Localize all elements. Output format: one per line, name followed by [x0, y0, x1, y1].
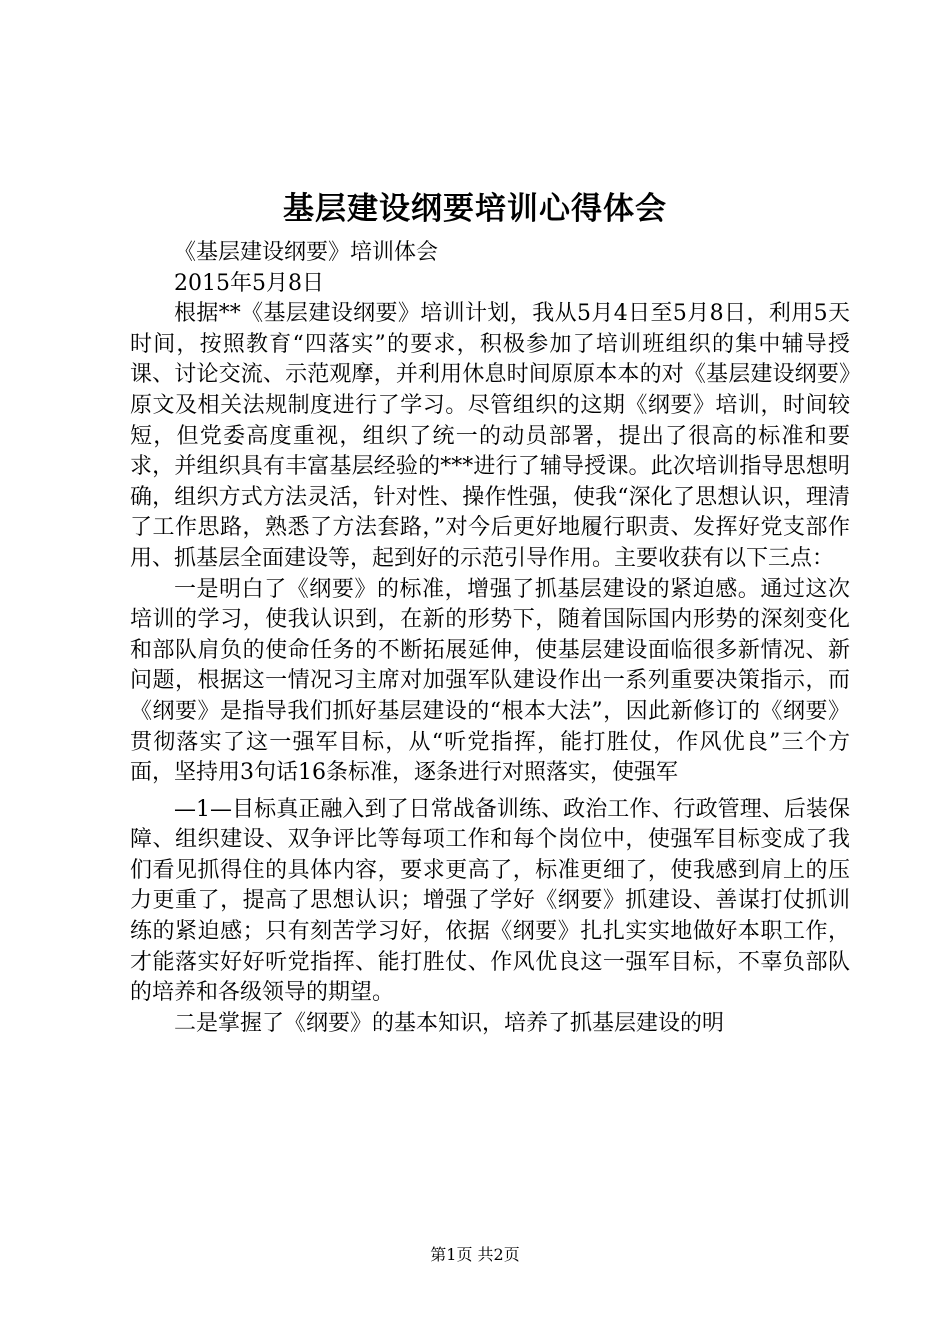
- paragraph-point-two: 二是掌握了《纲要》的基本知识，培养了抓基层建设的明: [174, 1010, 725, 1036]
- document-date: 2015年5月8日: [174, 270, 324, 296]
- document-title: 基层建设纲要培训心得体会: [283, 191, 667, 227]
- paragraph-intro: 根据**《基层建设纲要》培训计划，我从5月4日至5月8日，利用5天时间，按照教育“四落实”的要求，积极参加了培训班组织的集中辅导授课、讨论交流、示范观摩，并利用休息时间原原本本的对《基层建设纲要》原文及相关法规制度进行了学习。尽管组织的这期《纲要》培训，时间较短，但党委高度重视，组织了统一的动员部署，提出了很高的标准和要求，并组织具有丰富基层经验的***进行了辅导授课。此次培训指导思想明确，组织方式方法灵活，针对性、操作性强，使我“深化了思想认识，理清了工作思路，熟悉了方法套路，”对今后更好地履行职责、发挥好党支部作用、抓基层全面建设等，起到好的示范引导作用。主要收获有以下三点：: [130, 301, 850, 571]
- document-body: [130, 238, 850, 1039]
- page-footer: 第1页 共2页: [430, 1245, 520, 1264]
- paragraph-continuation: —1—目标真正融入到了日常战备训练、政治工作、行政管理、后装保障、组织建设、双争评比等每项工作和每个岗位中，使强军目标变成了我们看见抓得住的具体内容，要求更高了，标准更细了，使我感到肩上的压力更重了，提高了思想认识；增强了学好《纲要》抓建设、善谋打仗抓训练的紧迫感；只有刻苦学习好，依据《纲要》扎扎实实地做好本职工作，才能落实好好听党指挥、能打胜仗、作风优良这一强军目标，不辜负部队的培养和各级领导的期望。: [130, 796, 850, 1006]
- document-subtitle: 《基层建设纲要》培训体会: [174, 240, 439, 265]
- paragraph-point-one: 一是明白了《纲要》的标准，增强了抓基层建设的紧迫感。通过这次培训的学习，使我认识到，在新的形势下，随着国际国内形势的深刻变化和部队肩负的使命任务的不断拓展延伸，使基层建设面临很多新情况、新问题，根据这一情况习主席对加强军队建设作出一系列重要决策指示，而《纲要》是指导我们抓好基层建设的“根本大法”，因此新修订的《纲要》贯彻落实了这一强军目标，从“听党指挥，能打胜仗，作风优良”三个方面，坚持用3句话16条标准，逐条进行对照落实，使强军: [130, 576, 850, 786]
